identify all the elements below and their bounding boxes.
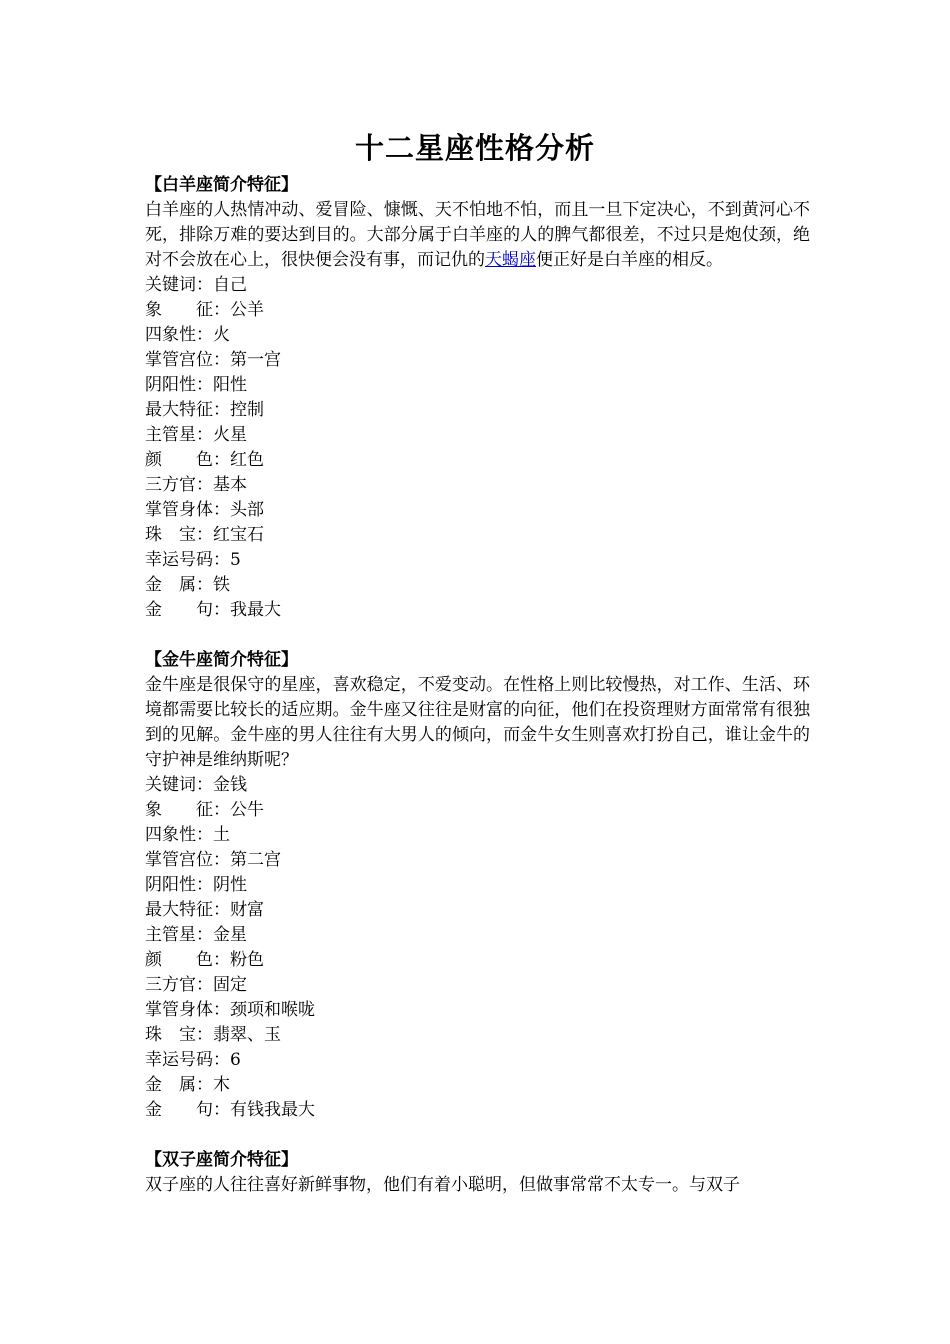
attribute-key: 主管星： [145,925,213,945]
attribute-value: 火星 [213,425,247,445]
attribute-key: 掌管身体： [145,1000,230,1020]
attribute-row [145,473,810,498]
attribute-value: 6 [230,1050,241,1070]
section-paragraph [145,673,810,773]
attribute-value: 金钱 [213,775,247,795]
attribute-row [145,1048,810,1073]
attribute-key: 最大特征： [145,900,230,920]
attribute-value: 阴性 [213,875,247,895]
section-heading: 【双子座简介特征】 [145,1150,298,1170]
attribute-row [145,773,810,798]
document-body [145,173,810,1198]
attribute-value: 自己 [213,275,247,295]
attribute-value: 固定 [213,975,247,995]
document-title: 十二星座性格分析 [354,131,595,165]
attribute-row [145,948,810,973]
attribute-value: 金星 [213,925,247,945]
attribute-value: 粉色 [230,950,264,970]
attribute-value: 翡翠、玉 [213,1025,281,1045]
paragraph-text: 金牛座是很保守的星座，喜欢稳定，不爱变动。在性格上则比较慢热，对工作、生活、环境都需要比较长的适应期。金牛座又往往是财富的向征，他们在投资理财方面常常有很独到的见解。金牛座的男人往往有大男人的倾向，而金牛女生则喜欢打扮自己，谁让金牛的守护神是维纳斯呢？ [145,675,810,770]
attribute-key: 阴阳性： [145,375,213,395]
attribute-value: 木 [213,1075,230,1095]
attribute-key: 金 属： [145,575,213,595]
attribute-row [145,823,810,848]
attribute-row [145,898,810,923]
attribute-key: 最大特征： [145,400,230,420]
paragraph-text: 白羊座的人热情冲动、爱冒险、慷慨、天不怕地不怕，而且一旦下定决心，不到黄河心不死，排除万难的要达到目的。大部分属于白羊座的人的脾气都很差，不过只是炮仗颈，绝对不会放在心上，很快便会没有事，而记仇的 [145,200,810,270]
section-aries [145,173,810,623]
section-gemini [145,1148,810,1198]
attribute-key: 幸运号码： [145,1050,230,1070]
attribute-key: 幸运号码： [145,550,230,570]
attribute-key: 颜 色： [145,450,230,470]
attribute-row [145,998,810,1023]
attribute-key: 关键词： [145,775,213,795]
section-paragraph [145,1173,810,1198]
attribute-row [145,923,810,948]
section-heading: 【白羊座简介特征】 [145,175,298,195]
attribute-row [145,798,810,823]
attribute-value: 第一宫 [230,350,281,370]
attribute-row [145,848,810,873]
attribute-value: 第二宫 [230,850,281,870]
attribute-list [145,773,810,1123]
attribute-value: 土 [213,825,230,845]
scorpio-link[interactable]: 天蝎座 [485,250,536,270]
attribute-key: 掌管宫位： [145,350,230,370]
attribute-key: 象 征： [145,800,230,820]
attribute-row [145,523,810,548]
attribute-value: 有钱我最大 [230,1100,315,1120]
attribute-row [145,273,810,298]
attribute-key: 三方官： [145,975,213,995]
attribute-row [145,398,810,423]
attribute-key: 珠 宝： [145,525,213,545]
attribute-row [145,1098,810,1123]
attribute-row [145,1073,810,1098]
attribute-key: 四象性： [145,325,213,345]
attribute-key: 金 句： [145,600,230,620]
section-taurus [145,648,810,1123]
attribute-value: 火 [213,325,230,345]
attribute-key: 掌管身体： [145,500,230,520]
attribute-row [145,348,810,373]
attribute-row [145,448,810,473]
attribute-key: 象 征： [145,300,230,320]
attribute-key: 珠 宝： [145,1025,213,1045]
attribute-key: 阴阳性： [145,875,213,895]
attribute-value: 基本 [213,475,247,495]
attribute-value: 公牛 [230,800,264,820]
attribute-value: 红宝石 [213,525,264,545]
attribute-key: 金 属： [145,1075,213,1095]
attribute-key: 掌管宫位： [145,850,230,870]
attribute-row [145,973,810,998]
attribute-value: 财富 [230,900,264,920]
attribute-row [145,873,810,898]
attribute-row [145,298,810,323]
attribute-value: 5 [230,550,241,570]
paragraph-text: 双子座的人往往喜好新鲜事物，他们有着小聪明，但做事常常不太专一。与双子 [145,1175,740,1195]
attribute-row [145,423,810,448]
attribute-key: 金 句： [145,1100,230,1120]
attribute-key: 四象性： [145,825,213,845]
attribute-value: 红色 [230,450,264,470]
attribute-value: 阳性 [213,375,247,395]
attribute-row [145,373,810,398]
attribute-key: 主管星： [145,425,213,445]
attribute-row [145,498,810,523]
section-paragraph [145,198,810,273]
attribute-list [145,273,810,623]
attribute-value: 公羊 [230,300,264,320]
attribute-key: 三方官： [145,475,213,495]
attribute-value: 我最大 [230,600,281,620]
attribute-row [145,548,810,573]
attribute-key: 关键词： [145,275,213,295]
paragraph-text: 便正好是白羊座的相反。 [536,250,723,270]
attribute-row [145,573,810,598]
attribute-value: 颈项和喉咙 [230,1000,315,1020]
attribute-row [145,598,810,623]
section-heading: 【金牛座简介特征】 [145,650,298,670]
attribute-row [145,1023,810,1048]
attribute-key: 颜 色： [145,950,230,970]
attribute-row [145,323,810,348]
attribute-value: 头部 [230,500,264,520]
attribute-value: 控制 [230,400,264,420]
attribute-value: 铁 [213,575,230,595]
